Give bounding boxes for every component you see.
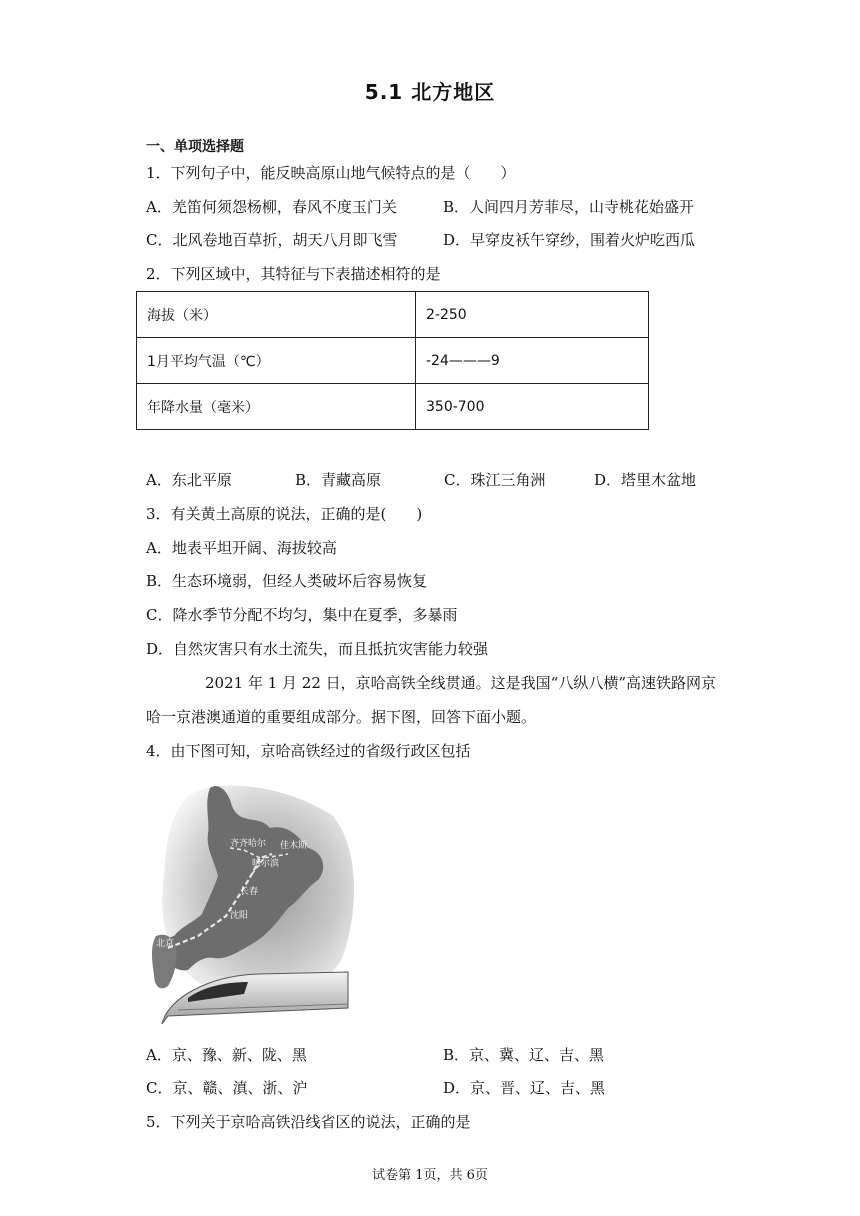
question-2-option-d: D．塔里木盆地 (594, 471, 697, 489)
question-4-option-a: A．京、豫、新、陇、黑 (146, 1046, 307, 1064)
question-5-stem: 5．下列关于京哈高铁沿线省区的说法，正确的是 (146, 1113, 471, 1131)
question-4-option-c: C．京、赣、滇、浙、沪 (146, 1079, 308, 1097)
map-label-shenyang: 沈阳 (230, 911, 249, 921)
question-1-stem: 1．下列句子中，能反映高原山地气候特点的是（ ） (146, 164, 516, 182)
table-cell-label: 1月平均气温（℃） (137, 338, 416, 384)
map-label-harbin: 哈尔滨 (252, 859, 280, 869)
map-label-jiamusi: 佳木斯 (280, 841, 308, 851)
climate-data-table (136, 291, 649, 430)
question-3-option-b: B．生态环境弱，但经人类破坏后容易恢复 (146, 572, 428, 590)
table-cell-label: 海拔（米） (137, 292, 416, 338)
table-cell-value: 350-700 (416, 384, 649, 430)
section-heading: 一、单项选择题 (146, 139, 244, 155)
question-4-stem: 4．由下图可知，京哈高铁经过的省级行政区包括 (146, 742, 471, 760)
question-1-option-d: D．早穿皮袄午穿纱，围着火炉吃西瓜 (443, 231, 696, 249)
material-paragraph-line-1: 2021 年 1 月 22 日，京哈高铁全线贯通。这是我国“八纵八横”高速铁路网京 (205, 674, 716, 692)
map-label-changchun: 长春 (240, 887, 259, 897)
question-3-option-c: C．降水季节分配不均匀，集中在夏季，多暴雨 (146, 606, 458, 624)
map-label-qiqihar: 齐齐哈尔 (230, 839, 267, 849)
question-2-stem: 2．下列区域中，其特征与下表描述相符的是 (146, 265, 441, 283)
question-2-option-b: B．青藏高原 (295, 471, 382, 489)
question-1-option-a: A．羌笛何须怨杨柳，春风不度玉门关 (146, 198, 397, 216)
page-title: 5.1 北方地区 (364, 80, 496, 104)
question-2-option-a: A．东北平原 (146, 471, 232, 489)
question-3-stem: 3．有关黄土高原的说法，正确的是( ) (146, 505, 423, 523)
question-2-option-c: C．珠江三角洲 (444, 471, 546, 489)
table-row (137, 292, 649, 338)
table-cell-value: 2-250 (416, 292, 649, 338)
railway-map-image (148, 776, 363, 1026)
table-cell-label: 年降水量（毫米） (137, 384, 416, 430)
question-1-option-c: C．北风卷地百草折，胡天八月即飞雪 (146, 231, 398, 249)
map-label-beijing: 北京 (156, 939, 175, 949)
question-4-option-b: B．京、冀、辽、吉、黑 (443, 1046, 605, 1064)
question-3-option-a: A．地表平坦开阔、海拔较高 (146, 539, 337, 557)
table-row (137, 384, 649, 430)
table-row (137, 338, 649, 384)
page-footer: 试卷第 1页，共 6页 (372, 1168, 488, 1183)
railway-map-graphic (148, 776, 363, 1026)
material-paragraph-line-2: 哈一京港澳通道的重要组成部分。据下图，回答下面小题。 (146, 708, 537, 726)
table-cell-value: -24———9 (416, 338, 649, 384)
question-4-option-d: D．京、晋、辽、吉、黑 (443, 1079, 606, 1097)
question-1-option-b: B．人间四月芳菲尽，山寺桃花始盛开 (443, 198, 695, 216)
question-3-option-d: D．自然灾害只有水土流失，而且抵抗灾害能力较强 (146, 640, 489, 658)
